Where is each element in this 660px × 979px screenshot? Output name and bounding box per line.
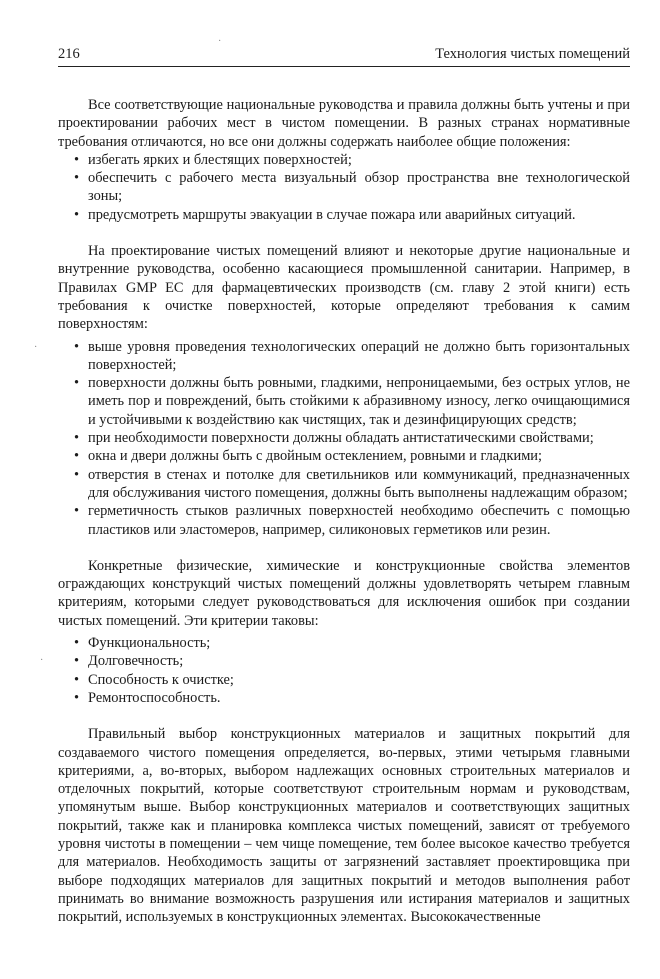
bullet-icon: • — [74, 689, 80, 706]
bullet-icon: • — [74, 170, 80, 187]
list-item-text: Функциональность; — [88, 635, 211, 652]
list-item — [58, 634, 630, 652]
list-item-text: Долговечность; — [88, 653, 184, 670]
scan-speck: · — [34, 342, 38, 353]
list-item-text: отверстия в стенах и потолке для светильников или коммуникаций, предназначенных для обслуживания чистого помещения, должны быть выполнены надлежащим образом; — [88, 466, 630, 501]
bullet-icon: • — [74, 466, 80, 483]
list-item — [58, 374, 630, 429]
list-item — [58, 466, 630, 503]
list-item-text: выше уровня проведения технологических операций не должно быть горизонтальных поверхностей; — [88, 338, 630, 373]
list-item-text: предусмотреть маршруты эвакуации в случае пожара или аварийных ситуаций. — [88, 206, 576, 223]
list-item — [58, 447, 630, 465]
bullet-icon: • — [74, 653, 80, 670]
list-item-text: избегать ярких и блестящих поверхностей; — [88, 151, 352, 168]
bullet-icon: • — [74, 503, 80, 520]
bullet-icon: • — [74, 338, 80, 355]
list-item — [58, 671, 630, 689]
list-item — [58, 429, 630, 447]
list-item — [58, 338, 630, 375]
paragraph-4: Правильный выбор конструкционных материалов и защитных покрытий для создаваемого чистого помещения определяется, во-первых, этими четырьмя главными критериями, а, во-вторых, выбором надлежащих основных строительных материалов и отделочных покрытий, которые соответствуют строительным нормам и руководствам, упомянутым выше. Выбор конструкционных материалов и соответствующих защитных покрытий, также как и планировка комплекса чистых помещений, зависят от требуемого уровня чистоты в помещении – чем чище помещение, тем более высокое качество требуется для материалов. Необходимость защиты от загрязнений заставляет проектировщика при выборе подходящих материалов для защитных покрытий и методов выполнения работ принимать во внимание возможность разрушения или истирания материалов и защитных покрытий, используемых в конструкционных элементах. Высококачественные — [58, 726, 630, 926]
list-item — [58, 689, 630, 707]
list-item-text: Способность к очистке; — [88, 671, 234, 688]
bullet-icon: • — [74, 151, 80, 168]
list-item — [58, 206, 630, 224]
bullet-icon: • — [74, 671, 80, 688]
list-item-text: окна и двери должны быть с двойным остеклением, ровными и гладкими; — [88, 448, 543, 465]
list-item — [58, 502, 630, 539]
list-item-text: Ремонтоспособность. — [88, 689, 221, 706]
list-item-text: герметичность стыков различных поверхностей необходимо обеспечить с помощью пластиков или эластомеров, например, силиконовых герметиков или резин. — [88, 503, 630, 538]
page-number: 216 — [58, 46, 80, 62]
paragraph-3: Конкретные физические, химические и конструкционные свойства элементов ограждающих конструкций чистых помещений должны удовлетворять четырем главным критериям, которыми следует руководствоваться для исключения ошибок при создании чистых помещений. Эти критерии таковы: — [58, 557, 630, 629]
paragraph-1: Все соответствующие национальные руководства и правила должны быть учтены и при проектировании рабочих мест в чистом помещении. В разных странах нормативные требования отличаются, но все они должны содержать наиболее общие положения: — [58, 97, 630, 150]
bullet-icon: • — [74, 206, 80, 223]
bullet-list-2 — [58, 338, 630, 539]
list-item-text: при необходимости поверхности должны обладать антистатическими свойствами; — [88, 430, 594, 447]
bullet-icon: • — [74, 448, 80, 465]
bullet-icon: • — [74, 375, 80, 392]
bullet-icon: • — [74, 430, 80, 447]
list-item-text: поверхности должны быть ровными, гладкими, непроницаемыми, без острых углов, не иметь пор и повреждений, быть стойкими к абразивному износу, легко очищающимися и устойчивыми к воздействию как чистящих, так и дезинфицирующих средств; — [88, 375, 630, 428]
page-header — [58, 44, 630, 67]
list-item-text: обеспечить с рабочего места визуальный обзор пространства вне технологической зоны; — [88, 170, 630, 205]
body-text — [58, 96, 630, 926]
bullet-icon: • — [74, 635, 80, 652]
list-item — [58, 652, 630, 670]
paragraph-2: На проектирование чистых помещений влияют и некоторые другие национальные и внутренние руководства, особенно касающиеся промышленной санитарии. Например, в Правилах GMP ЕС для фармацевтических производств (см. главу 2 этой книги) есть требования к очистке поверхностей, которые определяют требования к самим поверхностям: — [58, 243, 630, 333]
running-title: Технология чистых помещений — [435, 46, 630, 62]
scan-speck: · — [218, 36, 222, 47]
scan-speck: · — [40, 655, 44, 666]
bullet-list-1 — [58, 151, 630, 224]
bullet-list-3 — [58, 634, 630, 707]
list-item — [58, 169, 630, 206]
list-item — [58, 151, 630, 169]
